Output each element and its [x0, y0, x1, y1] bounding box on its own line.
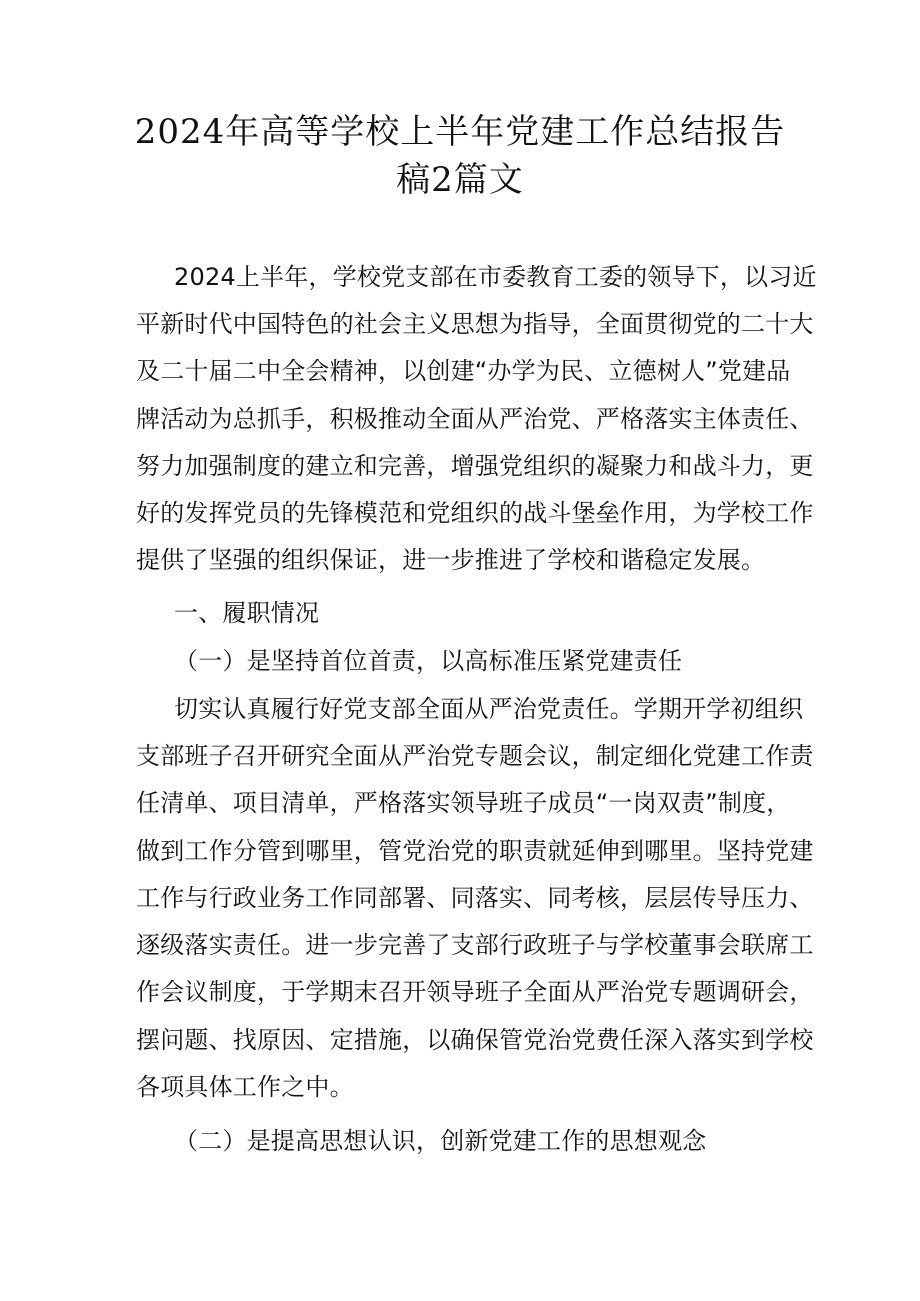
paragraph-line: 作会议制度，于学期末召开领导班子全面从严治党专题调研会，	[136, 978, 814, 1006]
paragraph-line: 支部班子召开研究全面从严治党专题会议，制定细化党建工作责	[136, 742, 814, 770]
paragraph-line: 好的发挥党员的先锋模范和党组织的战斗堡垒作用，为学校工作	[136, 499, 814, 527]
paragraph-line: 及二十届二中全会精神，以创建“办学为民、立德树人”党建品	[136, 357, 791, 385]
paragraph-line: 切实认真履行好党支部全面从严治党责任。学期开学初组织	[174, 695, 804, 723]
document-title-line-2: 稿2篇文	[396, 160, 524, 200]
paragraph-line: 逐级落实责任。进一步完善了支部行政班子与学校董事会联席工	[136, 931, 814, 959]
paragraph-line: 平新时代中国特色的社会主义思想为指导，全面贯彻党的二十大	[136, 310, 814, 338]
section-heading: 一、履职情况	[174, 599, 320, 627]
paragraph-line: 做到工作分管到哪里，管党治党的职责就延伸到哪里。坚持党建	[136, 837, 814, 865]
paragraph-line: 2024上半年，学校党支部在市委教育工委的领导下，以习近	[174, 263, 817, 291]
paragraph-line: 提供了坚强的组织保证，进一步推进了学校和谐稳定发展。	[136, 546, 766, 574]
paragraph-line: 摆问题、找原因、定措施，以确保管党治党费任深入落实到学校	[136, 1026, 814, 1054]
paragraph-line: 努力加强制度的建立和完善，增强党组织的凝聚力和战斗力，更	[136, 452, 814, 480]
paragraph-line: 牌活动为总抓手，积极推动全面从严治党、严格落实主体责任、	[136, 405, 814, 433]
paragraph-line: 任清单、项目清单，严格落实领导班子成员“一岗双责”制度，	[136, 789, 791, 817]
paragraph-line: 各项具体工作之中。	[136, 1073, 354, 1101]
paragraph-line: 工作与行政业务工作同部署、同落实、同考核，层层传导压力、	[136, 884, 814, 912]
subsection-heading: （二）是提高思想认识，创新党建工作的思想观念	[174, 1127, 707, 1155]
subsection-heading: （一）是坚持首位首责，以高标准压紧党建责任	[174, 647, 683, 675]
document-title-line-1: 2024年高等学校上半年党建工作总结报告	[134, 112, 786, 152]
